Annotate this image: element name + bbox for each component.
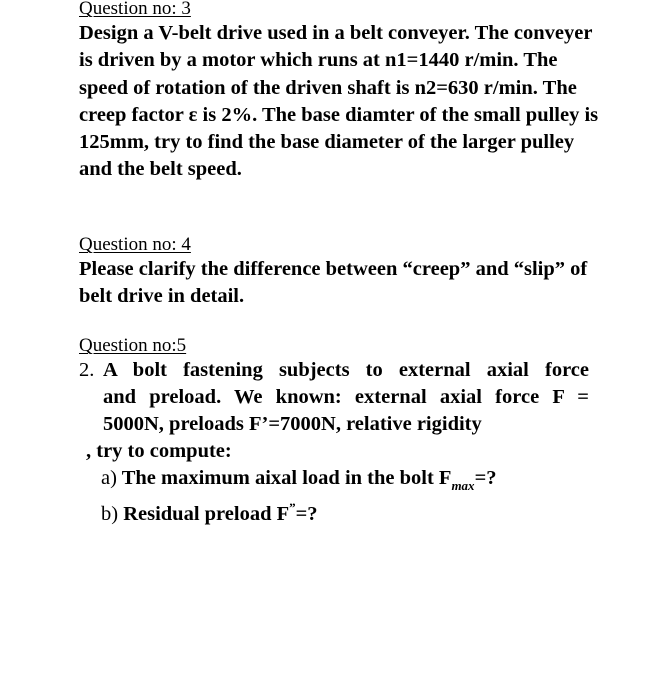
sub-question-b-label: b) — [101, 502, 119, 525]
question-3-text: Design a V-belt drive used in a belt conveyer. The conveyer is driven by a motor which runs at n1=1440 r/min. The speed of rotation of the driven shaft is n2=630 r/min. The creep factor ε is 2%. The base diamter of the small pulley is 125mm, try to find the base diameter of the larger pulley and the belt speed. — [79, 22, 599, 181]
sub-question-b-text: Residual preload F — [123, 502, 290, 525]
question-5-line-4: , try to compute: — [86, 440, 232, 462]
sub-question-a-end: =? — [474, 467, 497, 489]
question-3-heading: Question no: 3 — [79, 0, 191, 19]
double-prime: ” — [289, 500, 296, 515]
subscript-max: max — [451, 478, 475, 493]
question-4-heading: Question no: 4 — [79, 234, 191, 255]
question-4-text: Please clarify the difference between “creep” and “slip” of belt drive in detail. — [79, 258, 588, 308]
sub-question-b-end: =? — [295, 502, 318, 525]
sub-question-a-label: a) — [101, 467, 117, 489]
sub-question-b — [101, 494, 318, 528]
sub-question-a-text: The maximum aixal load in the bolt F — [121, 467, 452, 489]
question-5-heading: Question no:5 — [79, 335, 187, 356]
question-5-line-3: 5000N, preloads F’=7000N, relative rigidity — [103, 413, 482, 435]
question-5-line-1: A bolt fastening subjects to external axial force — [103, 359, 589, 381]
item-number: 2. — [79, 359, 95, 381]
question-5-line-2: and preload. We known: external axial force F = — [103, 386, 589, 408]
